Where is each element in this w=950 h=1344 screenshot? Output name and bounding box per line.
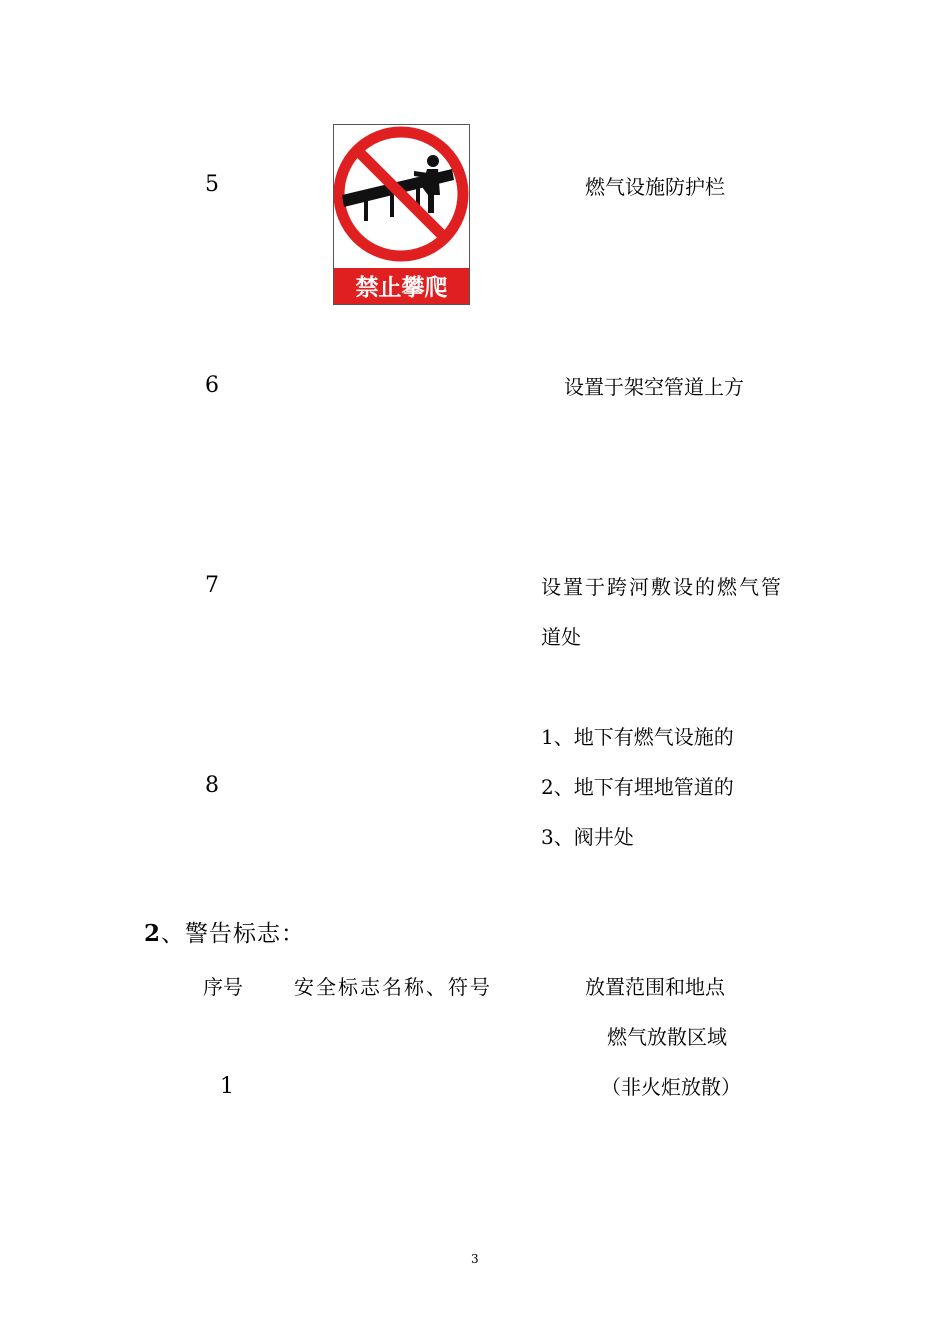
place-text: （非火炬放散） <box>601 1075 741 1099</box>
row-number: 5 <box>205 172 219 197</box>
row-number: 7 <box>205 573 219 598</box>
place-text: 2、地下有埋地管道的 <box>541 775 734 799</box>
place-text: 1、地下有燃气设施的 <box>541 725 734 749</box>
row-number: 1 <box>220 1074 234 1099</box>
place-text: 设置于跨河敷设的燃气管 <box>541 575 783 599</box>
table-header-place: 放置范围和地点 <box>585 975 725 999</box>
row-number: 6 <box>205 373 219 398</box>
no-climbing-sign-icon <box>333 124 470 305</box>
page-number: 3 <box>471 1252 479 1266</box>
row-number: 8 <box>205 773 219 798</box>
place-text: 燃气设施防护栏 <box>585 175 725 199</box>
place-text: 3、阀井处 <box>541 825 634 849</box>
sign-text: 禁止攀爬 <box>355 275 448 301</box>
section-number: 2 <box>144 920 162 947</box>
place-text: 设置于架空管道上方 <box>564 375 744 399</box>
section-heading <box>144 920 305 948</box>
table-header-name: 安全标志名称、符号 <box>294 975 492 999</box>
section-title: 、警告标志： <box>161 921 306 947</box>
table-header-no: 序号 <box>203 975 243 999</box>
place-text: 道处 <box>541 625 581 649</box>
place-text: 燃气放散区域 <box>607 1025 727 1049</box>
